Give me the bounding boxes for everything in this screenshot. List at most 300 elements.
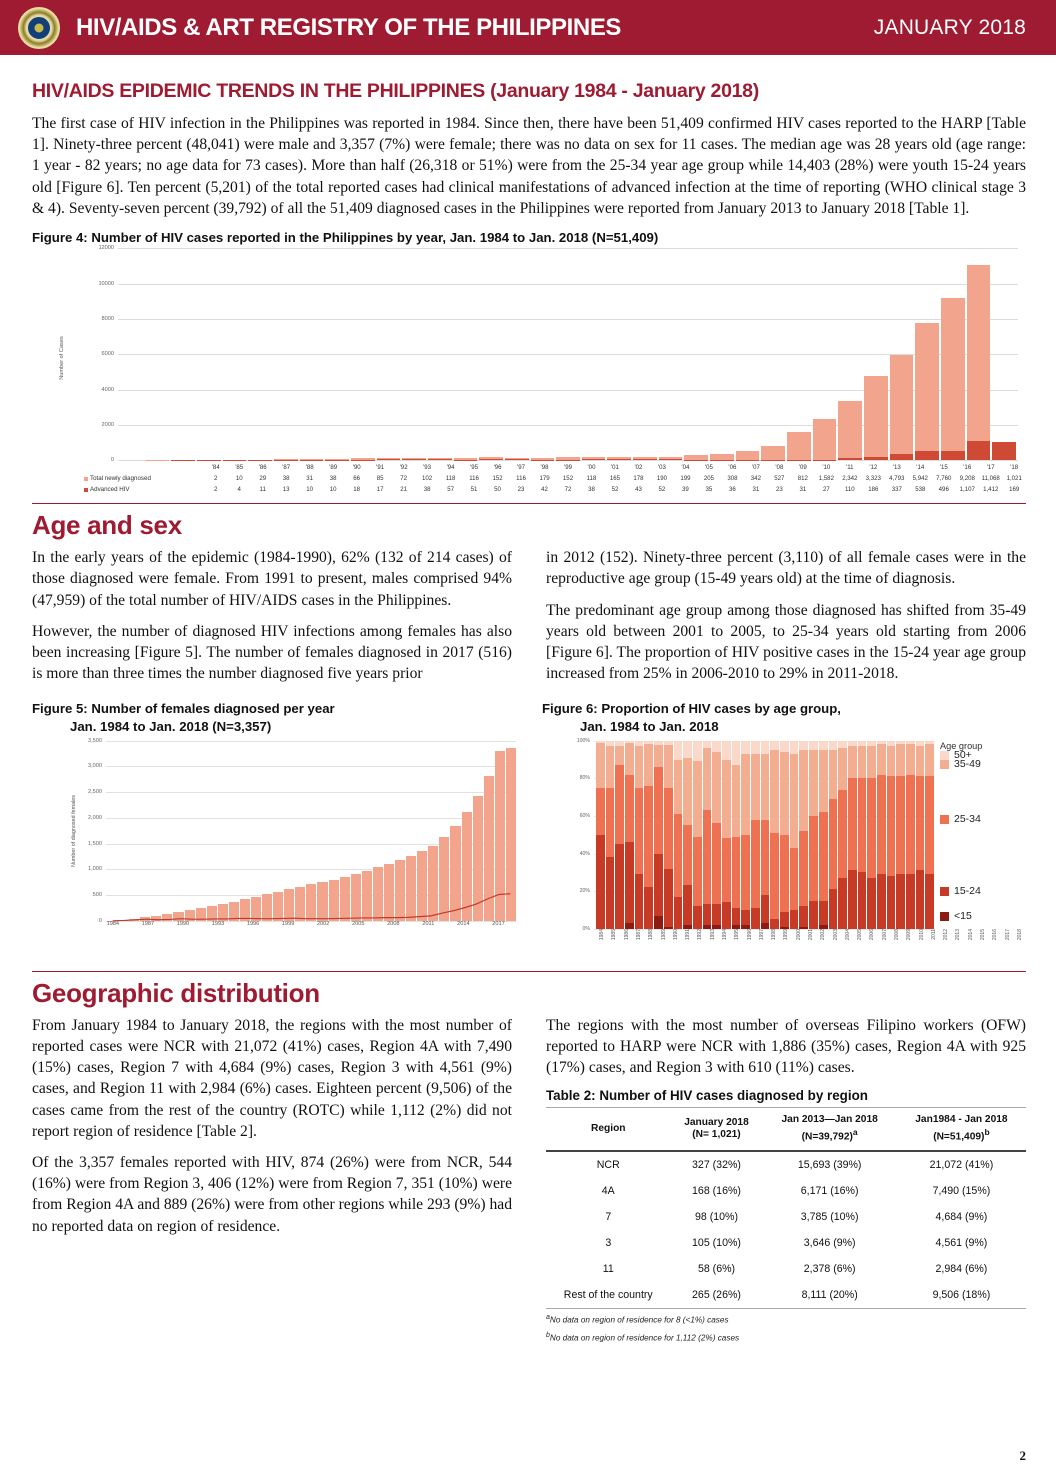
figure6-ytick: 100% xyxy=(576,737,590,744)
figure6-segment-50 xyxy=(703,741,712,749)
figure4-advanced-cell: 10 xyxy=(306,486,314,494)
figure6-segment-25-34 xyxy=(732,837,741,908)
table2-col-region: Region xyxy=(591,1122,626,1134)
figure5-xtick: 2005 xyxy=(352,920,365,927)
figure6-segment-15-24 xyxy=(770,919,779,928)
table2-col-jan1984-sup: b xyxy=(984,1127,990,1138)
table2-cell-jan2018: 327 (32%) xyxy=(692,1159,741,1172)
table2-cell-jan2018: 265 (26%) xyxy=(692,1289,741,1302)
figure6-segment-35-49 xyxy=(780,752,789,835)
figure6-bar xyxy=(848,741,857,929)
figure4-year-cell: '90 xyxy=(352,464,361,472)
figure6-bar xyxy=(770,741,779,929)
page-header xyxy=(0,0,1056,58)
figure4-advanced-cell: 31 xyxy=(799,486,807,494)
figure6-xtick: 2012 xyxy=(943,928,950,940)
figure4-total-row xyxy=(84,473,1026,484)
figure4-total-cell: 29 xyxy=(259,475,267,483)
figure4-bar xyxy=(838,401,862,460)
figure4-bar-advanced xyxy=(992,442,1016,460)
table-row xyxy=(546,1151,1026,1178)
figure6-segment-35-49 xyxy=(664,745,673,788)
figure6-bar xyxy=(887,741,896,929)
figure6-segment-35-49 xyxy=(770,750,779,833)
figure4-bar xyxy=(736,451,760,460)
figure6-ytick: 60% xyxy=(579,812,590,819)
figure6-segment-35-49 xyxy=(703,748,712,810)
figure6-segment-25-34 xyxy=(925,776,934,874)
figure4-total-cell: 38 xyxy=(329,475,337,483)
figure6-bar xyxy=(867,741,876,929)
figure6-segment-25-34 xyxy=(896,776,905,874)
figure6-segment-35-49 xyxy=(644,744,653,785)
figure6-segment-50 xyxy=(809,741,818,750)
figure4-total-cell: 9,208 xyxy=(959,475,975,483)
figure6-segment-35-49 xyxy=(916,746,925,776)
figure6-segment-25-34 xyxy=(790,848,799,910)
figure6-segment-25-34 xyxy=(693,837,702,907)
figure6-segment-50 xyxy=(712,741,721,752)
age-sex-left-p1: In the early years of the epidemic (1984-1990), 62% (132 of 214 cases) of those diagnosed were female. From 1991 to present, males comprised 94% (47,959) of the total number of HIV/AIDS cases in the Philippines. xyxy=(32,549,512,609)
figure4-total-cell: 118 xyxy=(445,475,456,483)
figure4-advanced-cell: 35 xyxy=(705,486,713,494)
figure4 xyxy=(32,245,1026,495)
figure4-advanced-cell: 51 xyxy=(470,486,478,494)
table2-col-jan2018-l2: (N= 1,021) xyxy=(692,1129,741,1141)
figure6-bar xyxy=(799,741,808,929)
figure5-ytick: 1,000 xyxy=(88,866,102,873)
figure6-bar xyxy=(732,741,741,929)
figure4-bar-advanced xyxy=(505,459,529,460)
figure4-year-cell: '16 xyxy=(963,464,972,472)
figure6-segment-15-24 xyxy=(906,874,915,929)
figure5-ytick: 500 xyxy=(92,891,102,898)
figure6-segment-50 xyxy=(838,741,847,749)
table2-cell-jan2013-2018: 3,785 (10%) xyxy=(800,1211,859,1224)
figure4-caption: Figure 4: Number of HIV cases reported in the Philippines by year, Jan. 1984 to Jan. 2018 (N=51,409) xyxy=(32,230,659,246)
figure4-bar xyxy=(813,419,837,460)
figure4-advanced-cell: 38 xyxy=(588,486,595,494)
figure4-total-cell: 178 xyxy=(633,475,644,483)
doh-seal-logo xyxy=(18,7,60,49)
figure4-advanced-cell: 21 xyxy=(400,486,407,494)
figure5-ytick: 3,500 xyxy=(88,737,102,744)
divider-age-sex xyxy=(32,503,1026,504)
figure6-segment-25-34 xyxy=(848,778,857,870)
figure6-xtick: 2014 xyxy=(967,928,974,940)
figure4-year-cell: '88 xyxy=(305,464,314,472)
figure4-total-cell: 5,942 xyxy=(912,475,928,483)
figure4-bar xyxy=(300,459,324,460)
figure6 xyxy=(542,698,1026,962)
figure6-segment-25-34 xyxy=(819,812,828,900)
figure6-segment-35-49 xyxy=(741,754,750,835)
age-sex-right-column xyxy=(546,547,1026,694)
figure6-segment-15-24 xyxy=(625,842,634,923)
figure6-bar xyxy=(654,741,663,929)
figure6-segment-35-49 xyxy=(809,750,818,816)
figure6-xtick: 2002 xyxy=(820,928,827,940)
figure4-ytick: 0 xyxy=(110,457,114,464)
figure6-segment-50 xyxy=(761,741,770,754)
figure6-segment-35-49 xyxy=(790,754,799,848)
figure4-year-cell: '10 xyxy=(822,464,831,472)
figure4-bar xyxy=(941,298,965,461)
figure6-xtick: 2017 xyxy=(1004,928,1011,940)
figure4-bar-advanced xyxy=(838,458,862,460)
table2-note-b-text: No data on region of residence for 1,112 (2%) cases xyxy=(549,1333,740,1343)
figure6-legend-label: <15 xyxy=(954,910,972,923)
figure6-segment-15-24 xyxy=(703,904,712,925)
figure6-segment-15-24 xyxy=(751,908,760,929)
figure6-bar xyxy=(644,741,653,929)
figure6-segment-25-34 xyxy=(625,775,634,843)
figure4-total-cell: 11,068 xyxy=(981,475,1000,483)
figure4-advanced-cell: 72 xyxy=(564,486,572,494)
figure6-xtick: 1991 xyxy=(685,928,692,940)
figure4-total-cell: 199 xyxy=(680,475,691,483)
figure4-advanced-cell: 496 xyxy=(938,486,949,494)
table2-cell-jan2013-2018: 15,693 (39%) xyxy=(797,1159,862,1172)
figure5-ytick: 1,500 xyxy=(88,840,102,847)
figure6-segment-35-49 xyxy=(606,746,615,787)
table2-title: Table 2: Number of HIV cases diagnosed by region xyxy=(546,1088,868,1104)
figure6-segment-15-24 xyxy=(615,844,624,929)
figure4-advanced-row xyxy=(84,484,1026,495)
figure4-advanced-cell: 39 xyxy=(682,486,689,494)
geographic-columns xyxy=(32,1015,1026,1345)
figure6-legend-item xyxy=(940,813,981,825)
figure4-year-cell: '13 xyxy=(892,464,901,472)
table2-cell-jan1984-2018: 4,684 (9%) xyxy=(935,1211,988,1224)
figure5 xyxy=(32,698,516,962)
table2-col-jan2013-sup: a xyxy=(852,1127,858,1138)
figure6-segment-35-49 xyxy=(838,748,847,789)
table-row xyxy=(546,1230,1026,1256)
figure6-segment-25-34 xyxy=(780,835,789,912)
figure6-segment-35-49 xyxy=(848,746,857,778)
figure6-segment-35-49 xyxy=(751,754,760,820)
figure4-bar xyxy=(197,460,221,461)
figure5-xtick: 1987 xyxy=(141,920,155,927)
figure6-xtick: 1985 xyxy=(611,928,618,940)
figure4-advanced-cell: 18 xyxy=(353,486,361,494)
figure6-xtick: 2008 xyxy=(894,928,900,940)
figure4-total-cell: 38 xyxy=(282,475,290,483)
figure4-advanced-cell: 27 xyxy=(822,486,830,494)
figure4-year-cell: '92 xyxy=(399,464,408,472)
figure6-xtick: 1992 xyxy=(697,928,704,940)
figure4-advanced-cell: 1,107 xyxy=(959,486,975,494)
figure4-total-cell: 527 xyxy=(774,475,785,483)
figure5-line-path xyxy=(113,893,511,920)
figure6-segment-50 xyxy=(674,741,683,760)
figure4-total-cell: 116 xyxy=(469,475,479,483)
table-row xyxy=(546,1256,1026,1282)
figure6-segment-25-34 xyxy=(606,788,615,858)
figure6-legend-label: 25-34 xyxy=(954,813,981,825)
figure6-segment-15-24 xyxy=(644,887,653,928)
table2-cell-jan2018: 168 (16%) xyxy=(692,1185,741,1198)
figure6-bar xyxy=(664,741,673,929)
figure6-segment-35-49 xyxy=(596,743,605,788)
figure4-bar xyxy=(659,457,683,461)
figure6-segment-35-49 xyxy=(625,743,634,775)
figure6-segment-25-34 xyxy=(906,775,915,875)
figure4-year-cell: '95 xyxy=(470,464,479,472)
figure4-ytick: 6000 xyxy=(101,351,114,358)
table2-col-jan2013-l1: Jan 2013—Jan 2018 xyxy=(781,1114,878,1126)
figure4-ytick: 8000 xyxy=(101,315,114,322)
figure4-year-cell: '00 xyxy=(587,464,596,472)
figure4-ytick: 12000 xyxy=(98,245,114,252)
figure6-caption-line1: Figure 6: Proportion of HIV cases by age group, xyxy=(542,701,841,717)
figure4-bar xyxy=(428,458,452,461)
table2-col-jan2013-l2: (N=39,792) xyxy=(801,1131,853,1143)
figure6-xtick: 1986 xyxy=(623,928,630,940)
figure4-advanced-cell: 36 xyxy=(729,486,736,494)
figure6-xtick: 2006 xyxy=(869,928,876,940)
figure6-ytick: 0% xyxy=(582,925,590,932)
figure4-year-cell: '98 xyxy=(540,464,549,472)
figure4-year-cell: '94 xyxy=(446,464,455,472)
figure6-bar xyxy=(596,741,605,929)
figure4-bar-total xyxy=(813,419,837,460)
figure4-total-cell: 116 xyxy=(516,475,526,483)
figure6-legend-label: 35-49 xyxy=(954,758,981,771)
figure5-ytick: 3,000 xyxy=(88,763,102,770)
figure6-segment-15-24 xyxy=(741,910,750,925)
figure4-ytick: 2000 xyxy=(101,421,114,428)
figure6-legend-item xyxy=(940,885,981,897)
table-row xyxy=(546,1178,1026,1204)
figure4-advanced-cell: 11 xyxy=(259,486,266,494)
figure4-bar xyxy=(607,457,631,460)
figure5-xtick: 2008 xyxy=(387,920,400,927)
figure6-segment-50 xyxy=(819,741,828,750)
figure6-bar xyxy=(916,741,925,929)
table2-col-jan2018 xyxy=(671,1108,763,1151)
figure4-plot xyxy=(58,245,1018,464)
geographic-left-p2: Of the 3,357 females reported with HIV, 874 (26%) were from NCR, 544 (16%) were from Region 3, 406 (12%) were from Region 7, 351 (10%) were from Region 4A and 889 (26%) were from other regions while 293 (9%) had no reported data on region of residence. xyxy=(32,1153,512,1235)
figure6-segment-35-49 xyxy=(761,754,770,820)
figure4-bar-advanced xyxy=(915,451,939,461)
figure6-segment-25-34 xyxy=(712,823,721,904)
figure6-segment-25-34 xyxy=(683,825,692,885)
figure4-bar xyxy=(582,457,606,460)
figure6-ytick: 40% xyxy=(579,850,590,857)
figure4-bar-advanced xyxy=(787,460,811,461)
figure6-segment-25-34 xyxy=(877,775,886,875)
figure4-year-cell: '01 xyxy=(611,464,619,472)
figure4-total-cell: 85 xyxy=(376,475,384,483)
figure4-advanced-cell: 13 xyxy=(282,486,290,494)
figure6-bar xyxy=(606,741,615,929)
figure6-segment-35-49 xyxy=(819,750,828,812)
figure6-segment-15-24 xyxy=(858,872,867,928)
figure6-plot xyxy=(572,737,934,932)
figure6-xtick: 2018 xyxy=(1016,928,1023,940)
figure4-ytick: 4000 xyxy=(101,386,114,393)
figure4-advanced-cell: 538 xyxy=(915,486,926,494)
figure4-gridline xyxy=(118,460,1018,461)
figure4-bar-advanced xyxy=(351,460,375,461)
figure6-segment-25-34 xyxy=(916,776,925,870)
figure4-bar-advanced xyxy=(967,441,991,461)
figure6-segment-50 xyxy=(770,741,779,750)
legend-swatch-total-icon xyxy=(84,477,88,481)
age-sex-left-column xyxy=(32,547,512,694)
figure4-bar-total xyxy=(915,323,939,451)
table2-note-a-text: No data on region of residence for 8 (<1%) cases xyxy=(549,1315,729,1325)
page-number: 2 xyxy=(1019,1448,1026,1463)
figure6-bar xyxy=(761,741,770,929)
figure4-advanced-cell: 337 xyxy=(891,486,902,494)
figure6-xtick: 2016 xyxy=(992,928,999,940)
figure4-bar xyxy=(787,432,811,460)
figure6-bar xyxy=(741,741,750,929)
figure6-xtick: 1993 xyxy=(709,928,716,940)
table2-cell-jan2013-2018: 3,646 (9%) xyxy=(803,1237,856,1250)
geographic-right-p1: The regions with the most number of overseas Filipino workers (OFW) reported to HARP were NCR with 1,886 (35%) cases, Region 4A with 925 (17%) cases, and Region 3 with 610 (11%) cases. xyxy=(546,1016,1026,1077)
figure5-xtick: 1999 xyxy=(281,920,295,927)
page-title: HIV/AIDS EPIDEMIC TRENDS IN THE PHILIPPINES (January 1984 - January 2018) xyxy=(32,80,759,102)
figure4-bar-total xyxy=(736,451,760,460)
figure4-ytick: 10000 xyxy=(98,280,114,287)
table2-cell-region: 4A xyxy=(601,1185,615,1198)
figure6-bar xyxy=(858,741,867,929)
legend-swatch-icon xyxy=(940,887,949,896)
figure4-advanced-cell: 23 xyxy=(517,486,525,494)
figure4-advanced-cell: 17 xyxy=(376,486,384,494)
figure6-bar xyxy=(809,741,818,929)
table2-header-row xyxy=(546,1108,1026,1151)
figure4-total-cell: 812 xyxy=(797,475,808,483)
figure4-bar xyxy=(684,455,708,460)
figure4-total-cell: 342 xyxy=(750,475,761,483)
figure4-advanced-cell: 50 xyxy=(494,486,501,494)
figure6-segment-15-24 xyxy=(848,870,857,928)
figure4-year-cell: '05 xyxy=(704,464,713,472)
figure6-segment-15-24 xyxy=(925,874,934,929)
figure4-bar-advanced xyxy=(531,460,555,461)
figure4-advanced-cell: 52 xyxy=(611,486,619,494)
table2-col-jan1984-l1: Jan1984 - Jan 2018 xyxy=(915,1114,1008,1126)
figure6-segment-15-24 xyxy=(887,876,896,929)
figure6-bar xyxy=(896,741,905,929)
figure4-year-cell: '02 xyxy=(634,464,643,472)
figure4-year-cell: '12 xyxy=(869,464,878,472)
figure6-segment-25-34 xyxy=(770,833,779,919)
figure4-bar xyxy=(377,458,401,460)
figure6-xtick: 1989 xyxy=(660,928,667,940)
table2-cell-jan2013-2018: 2,378 (6%) xyxy=(803,1263,856,1276)
figure4-total-cell: 152 xyxy=(492,475,503,483)
figure6-segment-25-34 xyxy=(635,788,644,874)
figure6-xtick: 1990 xyxy=(672,928,679,940)
figure5-xtick: 1996 xyxy=(246,920,260,927)
figure4-advanced-values xyxy=(204,486,1026,493)
figure4-total-cell: 10 xyxy=(235,475,243,483)
figure5-xtick: 1993 xyxy=(211,920,225,927)
table2-note-b xyxy=(546,1331,1026,1345)
figure5-ytick: 2,000 xyxy=(88,814,102,821)
table2-col-jan2013-2018 xyxy=(762,1108,896,1151)
table2-cell-jan2013-2018: 8,111 (20%) xyxy=(801,1289,858,1302)
figure4-bar xyxy=(890,355,914,460)
figure4-bar xyxy=(992,442,1016,460)
figure4-bar-advanced xyxy=(659,459,683,460)
figure6-bar xyxy=(838,741,847,929)
figure6-xtick: 1995 xyxy=(734,928,741,940)
figure4-total-cell: 118 xyxy=(586,475,597,483)
table2-note-a-marker: a xyxy=(546,1314,550,1322)
figure6-segment-15-24 xyxy=(809,901,818,929)
figure6-legend-item xyxy=(940,758,981,770)
figure6-bar xyxy=(625,741,634,929)
figure4-bar xyxy=(633,457,657,461)
figure6-segment-15-24 xyxy=(799,906,808,927)
figure6-segment-25-34 xyxy=(751,820,760,908)
figure4-bar xyxy=(248,460,272,461)
figure4-bar-advanced xyxy=(633,459,657,460)
legend-swatch-icon xyxy=(940,815,949,824)
figure4-bar-advanced xyxy=(684,460,708,461)
figure6-segment-25-34 xyxy=(829,799,838,889)
figure6-segment-35-49 xyxy=(896,744,905,776)
figure6-segment-50 xyxy=(683,741,692,758)
figure4-total-cell: 165 xyxy=(609,475,621,483)
figure5-xtick: 2011 xyxy=(422,920,435,927)
figure6-xtick: 2010 xyxy=(918,928,925,940)
figure5-x-axis xyxy=(107,921,516,933)
figure6-segment-50 xyxy=(722,741,731,760)
figure4-bar-total xyxy=(864,376,888,457)
figure6-segment-25-34 xyxy=(741,835,750,910)
table2-cell-region: Rest of the country xyxy=(563,1289,653,1302)
figure6-segment-35-49 xyxy=(877,744,886,774)
figure6-segment-25-34 xyxy=(858,778,867,872)
figure4-year-cell: '11 xyxy=(846,464,854,472)
figure4-bar xyxy=(479,457,503,460)
figure6-segment-25-34 xyxy=(615,765,624,844)
figure6-segment-15-24 xyxy=(780,912,789,927)
figure4-bar-advanced xyxy=(941,451,965,460)
figure6-bar xyxy=(877,741,886,929)
figure4-total-values xyxy=(204,475,1026,482)
figure5-xtick: 1990 xyxy=(176,920,190,927)
figure6-segment-50 xyxy=(780,741,789,752)
table2-cell-jan1984-2018: 7,490 (15%) xyxy=(932,1185,991,1198)
figure4-bar-total xyxy=(787,432,811,459)
figure6-xtick: 2001 xyxy=(808,928,814,940)
figure4-bar-advanced xyxy=(607,459,631,460)
figure4-year-labels xyxy=(204,464,1026,471)
figure6-segment-15-24 xyxy=(761,895,770,923)
figure4-advanced-cell: 186 xyxy=(868,486,879,494)
header-date: JANUARY 2018 xyxy=(873,15,1026,39)
figure4-total-cell: 152 xyxy=(562,475,574,483)
figure4-bar xyxy=(967,265,991,461)
table2-cell-jan2018: 58 (6%) xyxy=(697,1263,736,1276)
figure6-segment-25-34 xyxy=(887,776,896,876)
table2-note-b-marker: b xyxy=(546,1331,550,1339)
figure6-segment-25-34 xyxy=(674,814,683,897)
figure4-advanced-cell: 2 xyxy=(214,486,218,494)
figure4-bars xyxy=(120,248,1016,460)
figure5-caption-line1: Figure 5: Number of females diagnosed per year xyxy=(32,701,335,717)
figure6-segment-15-24 xyxy=(867,878,876,929)
